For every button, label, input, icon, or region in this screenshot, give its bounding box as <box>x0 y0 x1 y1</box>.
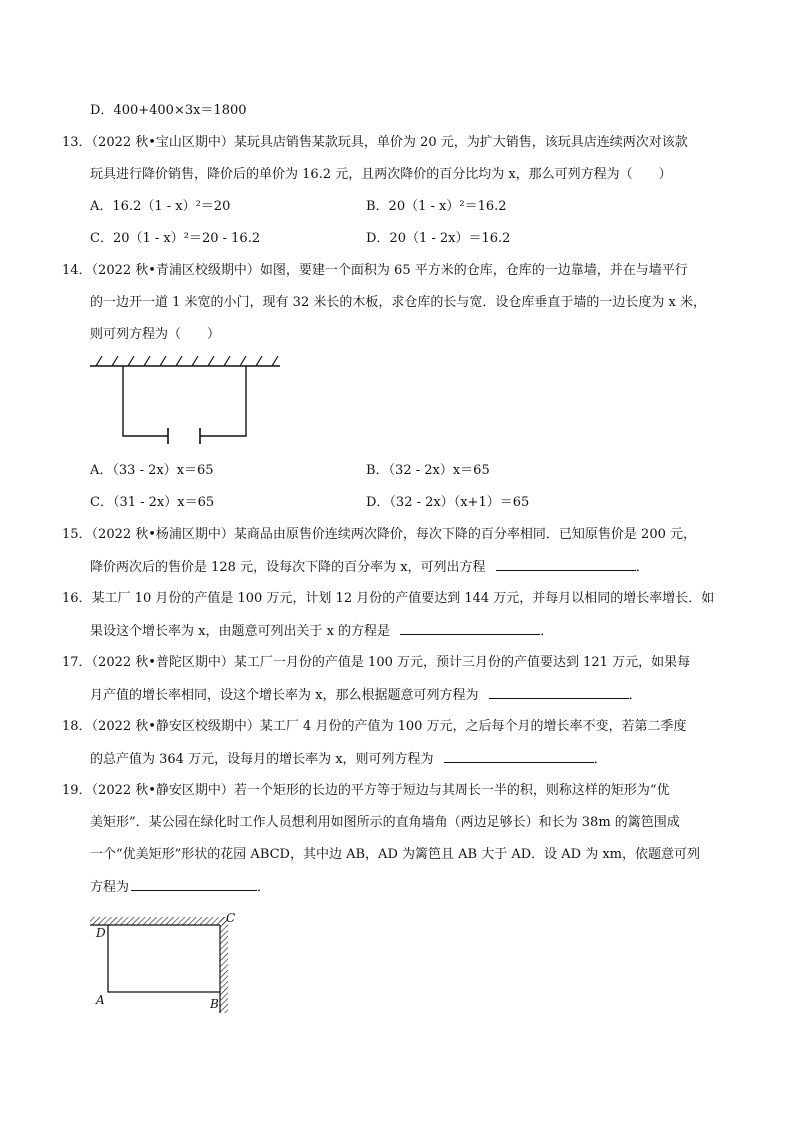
q19-line3: 一个“优美矩形”形状的花园 ABCD，其中边 AB，AD 为篱笆且 AB 大于 AD．设 AD 为 xm，依题意可列 <box>90 847 701 862</box>
q16-line1: 16．某工厂 10 月份的产值是 100 万元，计划 12 月份的产值要达到 144 万元，并每月以相同的增长率增长．如 <box>62 591 715 606</box>
q16-end-mark: ． <box>540 624 554 639</box>
q17-line1: 17．（2022 秋•普陀区期中）某工厂一月份的产值是 100 万元，预计三月份的产值要达到 121 万元，如果每 <box>62 655 691 670</box>
q18-line2 <box>90 750 607 769</box>
q18-line1: 18．（2022 秋•静安区校级期中）某工厂 4 月份的产值为 100 万元，之后每个月的增长率不变，若第二季度 <box>62 719 687 734</box>
q19-line4 <box>90 878 270 897</box>
q18-line2-text: 的总产值为 364 万元，设每月的增长率为 x，则可列方程为 <box>90 752 434 767</box>
q14-warehouse-figure <box>88 350 288 446</box>
q14-line2: 的一边开一道 1 米宽的小门，现有 32 米长的木板，求仓库的长与宽．设仓库垂直于墙的一边长度为 x 米， <box>90 295 706 310</box>
q17-line2-text: 月产值的增长率相同，设这个增长率为 x，那么根据题意可列方程为 <box>90 688 479 703</box>
q17-answer-blank[interactable] <box>489 686 629 699</box>
q17-end-mark: ． <box>628 688 642 703</box>
q19-label-a: A <box>96 993 105 1007</box>
q15-line2-text: 降价两次后的售价是 128 元，设每次下降的百分率为 x，可列出方程 <box>90 560 486 575</box>
q12-option-d: D．400+400×3x＝1800 <box>90 103 247 118</box>
q19-end-mark: ． <box>257 880 271 895</box>
q13-option-d: D．20（1 - 2x）＝16.2 <box>366 231 511 246</box>
q13-option-b: B．20（1 - x）²＝16.2 <box>366 199 507 214</box>
q14-line1: 14．（2022 秋•青浦区校级期中）如图，要建一个面积为 65 平方米的仓库，仓库的一边靠墙，并在与墙平行 <box>62 263 688 278</box>
q14-option-d: D．（32 - 2x）（x+1）＝65 <box>366 495 530 510</box>
q19-label-b: B <box>210 997 219 1011</box>
q13-line2: 玩具进行降价销售，降价后的单价为 16.2 元，且两次降价的百分比均为 x，那么可列方程为（ ） <box>90 167 672 182</box>
q14-option-a: A．（33 - 2x）x＝65 <box>90 463 214 478</box>
q13-option-c: C．20（1 - x）²＝20 - 16.2 <box>90 231 261 246</box>
q19-line4-text: 方程为 <box>90 880 130 895</box>
q13-line1: 13．（2022 秋•宝山区期中）某玩具店销售某款玩具，单价为 20 元，为扩大销售，该玩具店连续两次对该款 <box>62 135 688 150</box>
q19-answer-blank[interactable] <box>131 878 257 891</box>
q19-label-d: D <box>96 926 106 940</box>
q16-line2-text: 果设这个增长率为 x，由题意可列出关于 x 的方程是 <box>90 624 391 639</box>
q16-line2 <box>90 622 553 641</box>
q18-answer-blank[interactable] <box>444 750 594 763</box>
q15-line2 <box>90 558 649 577</box>
q14-option-b: B．（32 - 2x）x＝65 <box>366 463 490 478</box>
q19-line1: 19．（2022 秋•静安区期中）若一个矩形的长边的平方等于短边与其周长一半的积，则称这样的矩形为“优 <box>62 783 670 798</box>
q13-option-a: A．16.2（1 - x）²＝20 <box>90 199 231 214</box>
q14-option-c: C．（31 - 2x）x＝65 <box>90 495 215 510</box>
q16-answer-blank[interactable] <box>400 622 540 635</box>
q15-line1: 15．（2022 秋•杨浦区期中）某商品由原售价连续两次降价，每次下降的百分率相同．已知原售价是 200 元， <box>62 527 697 542</box>
q18-end-mark: ． <box>593 752 607 767</box>
q19-line2: 美矩形”．某公园在绿化时工作人员想利用如图所示的直角墙角（两边足够长）和长为 38m 的篱笆围成 <box>90 815 680 830</box>
q19-label-c: C <box>226 911 236 925</box>
q14-line3: 则可列方程为（ ） <box>90 327 221 342</box>
q15-answer-blank[interactable] <box>496 558 636 571</box>
q17-line2 <box>90 686 642 705</box>
q19-garden-figure <box>86 908 246 1020</box>
q15-end-mark: ． <box>635 560 649 575</box>
